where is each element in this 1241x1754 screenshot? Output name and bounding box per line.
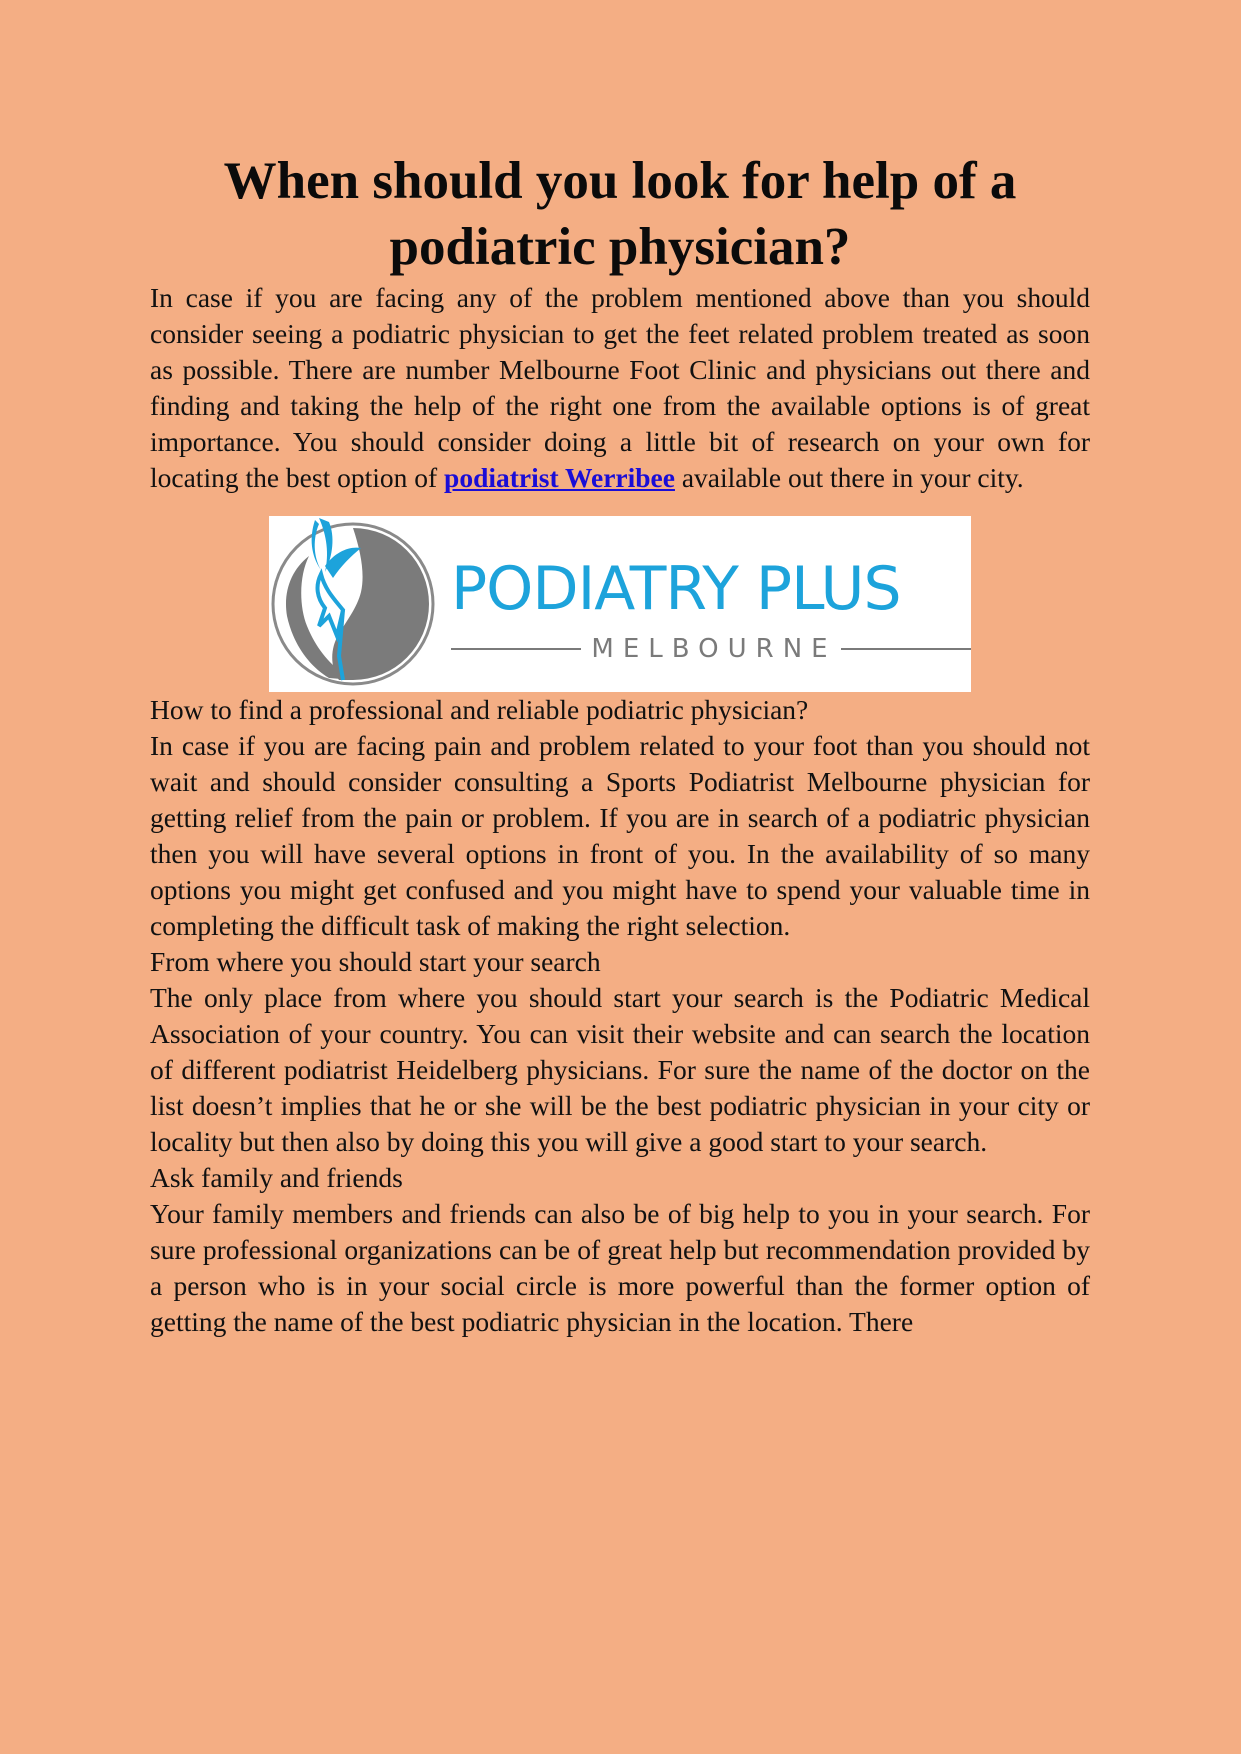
podiatrist-werribee-link[interactable]: podiatrist Werribee <box>444 462 675 493</box>
document-page <box>150 148 1090 1340</box>
intro-text-before-link: In case if you are facing any of the problem mentioned above than you should consider seeing a podiatric physician to get the feet related problem treated as soon as possible. There are number Melbourne Foot Clinic and physicians out there and finding and taking the help of the right one from the available options is of great importance. You should consider doing a little bit of research on your own for locating the best option of <box>150 282 1090 493</box>
logo-brand-name: PODIATRY PLUS <box>451 554 901 624</box>
section-heading-family-friends: Ask family and friends <box>150 1162 403 1193</box>
logo-subtitle-row <box>451 634 971 664</box>
section-heading-find-physician: How to find a professional and reliable podiatric physician? <box>150 694 809 725</box>
section-body-find-physician: In case if you are facing pain and problem related to your foot than you should not wait and should consider consulting a Sports Podiatrist Melbourne physician for getting relief from the pain or problem. If you are in search of a podiatric physician then you will have several options in front of you. In the availability of so many options you might get confused and you might have to spend your valuable time in completing the difficult task of making the right selection. <box>150 730 1090 941</box>
page-title: When should you look for help of a podiatric physician? <box>223 152 1017 276</box>
logo-left-line <box>451 648 581 650</box>
section-heading-start-search: From where you should start your search <box>150 946 601 977</box>
intro-text-after-link: available out there in your city. <box>674 462 1024 493</box>
logo-subtitle: MELBOURNE <box>591 634 837 664</box>
intro-paragraph <box>150 280 1090 496</box>
foot-logo-icon <box>269 516 439 692</box>
section-body-start-search: The only place from where you should start your search is the Podiatric Medical Association of your country. You can visit their website and can search the location of different podiatrist Heidelberg physicians. For sure the name of the doctor on the list doesn’t implies that he or she will be the best podiatric physician in your city or locality but then also by doing this you will give a good start to your search. <box>150 982 1090 1157</box>
section-body-family-friends: Your family members and friends can also be of big help to you in your search. For sure professional organizations can be of great help but recommendation provided by a person who is in your social circle is more powerful than the former option of getting the name of the best podiatric physician in the location. There <box>150 1198 1090 1337</box>
logo-right-line <box>841 648 971 650</box>
podiatry-plus-logo <box>269 516 971 692</box>
